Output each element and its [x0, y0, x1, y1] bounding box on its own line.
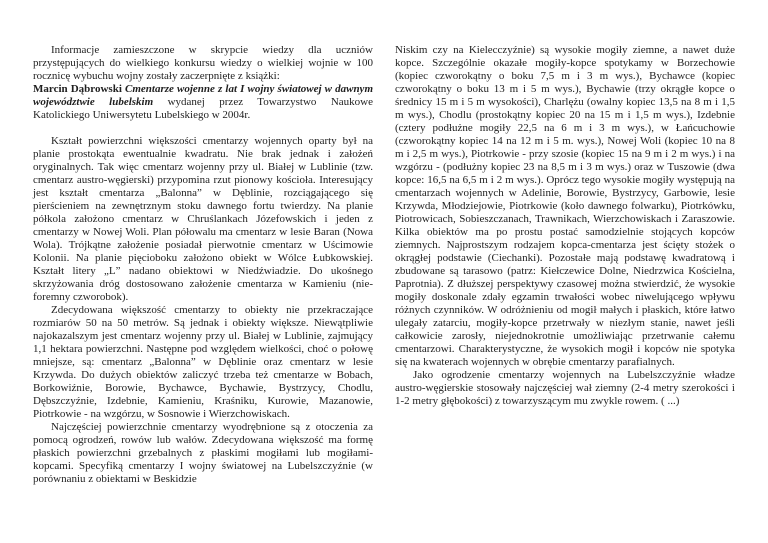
intro-paragraph: Informacje zamieszczone w skrypcie wiedzy dla uczniów przystępujących do wielkiego konkursu wiedzy o wielkiej wojnie w 100 rocznicę wybuchu wojny zostały zaczerpnięte z książki: — [33, 44, 373, 82]
left-column-paragraphs — [33, 135, 373, 486]
book-publisher: wydanej przez Towarzystwo Naukowe Katolickiego Uniwersytetu Lubelskiego w 2004r. — [33, 96, 373, 121]
book-reference-paragraph — [33, 83, 373, 122]
text-columns — [33, 44, 735, 486]
book-title: Cmentarze wojenne z lat I wojny światowej w dawnym województwie lubelskim — [33, 83, 374, 108]
paragraph: Kształt powierzchni większości cmentarzy wojennych oparty był na planie prostokąta ewentualnie kwadratu. Nie brak jednak i założeń oryginalnych. Tak więc cmentarz wojenny przy ul. Białej w Lublinie (tzw. cmentarz austro-węgierski) przypomina rzut pionowy kościoła. Interesujący jest kształt cmentarza „Balonna” w Dęblinie, rozciągającego się pierścieniem na zewnętrznym stoku dawnego fortu twierdzy. Na planie półkola założono cmentarz w Chruślankach Józefowskich i jeden z cmentarzy w Nowej Woli. Plan półowalu ma cmentarz w lesie Baran (Nowa Wola). Trójkątne założenie posiadał pierwotnie cmentarz w Uścimowie Kolonii. Na planie pięcioboku założono obiekt w Wólce Łubkowskiej. Kształt litery „L” nadano obiektowi w Niedźwiadzie. Do ukośnego skrzyżowania dróg dostosowano założenie cmentarza w Kamieniu (nie-foremny czworobok). — [33, 135, 373, 303]
paragraph-gap — [33, 122, 373, 135]
right-column-paragraphs — [395, 44, 735, 408]
paragraph: Najczęściej powierzchnie cmentarzy wyodrębnione są z otoczenia za pomocą ogrodzeń, rowów lub wałów. Zdecydowana większość ma formę płaskich powierzchni grzebalnych z płaskimi mogiłami lub mogiłami-kopcami. Specyfiką cmentarzy I wojny światowej na Lubelszczyźnie (w porównaniu z obiektami w Beskidzie — [33, 421, 373, 485]
paragraph: Jako ogrodzenie cmentarzy wojennych na Lubelszczyźnie władze austro-węgierskie stosowały najczęściej wał ziemny (2-4 metry szerokości i 1-2 metry głębokości) z towarzyszącym mu zwykle rowem. ( ...) — [395, 369, 735, 407]
left-column — [33, 44, 373, 486]
paragraph: Niskim czy na Kielecczyźnie) są wysokie mogiły ziemne, a nawet duże kopce. Szczególnie okazałe mogiły-kopce spotykamy w Borzechowie (kopiec czworokątny o boku 7,5 m i 3 m wys.), Bychawce (kopiec czworokątny o boku 13 m i 5 m wys.), Bychawie (trzy okrągłe kopce o średnicy 15 m i 5 m wysokości), Charlężu (owalny kopiec 13,5 na 8 m i 1,5 m wys.), Chodlu (prostokątny kopiec 20 na 15 m i 1,5 m wys.), Izdebnie (cztery podłużne mogiły 22,5 na 6 m i 3 m wys.), w Łańcuchowie (czworokątny kopiec 14 na 12 m i 5 m. wys.), Nowej Woli (kopiec 10 na 8 m i 2,5 m wys.), Piotrkowie - przy szosie (kopiec 15 na 9 m i 2 m wys.) i na wzgórzu - (podłużny kopiec 23 na 8,5 m i 3 m wys.) oraz w Tuszowie (dwa kopce: 16,5 na 6,5 m i 2 m wys.). Oprócz tego wysokie mogiły występują na cmentarzach wojennych w Adelinie, Borowie, Bystrzycy, Garbowie, lesie Krzywda, Młodziejowie, Piotrkowie (koło dawnego folwarku), Piotrkówku, Piotrowicach, Sobieszczanach, Trawnikach, Wierzchowiskach i Zaraszowie. Kilka obiektów ma po prostu postać samodzielnie stojących kopców ziemnych. Najprostszym rodzajem kopca-cmentarza jest ścięty stożek o okrągłej podstawie (Ciechanki). Pozostałe mają podstawę kwadratową i zbudowane są tarasowo (patrz: Kiełczewice Dolne, Niedrzwica Kościelna, Paprotnia). Z dłuższej perspektywy czasowej można stwierdzić, że wysokie mogiły doskonale zdały egzamin trwałości wobec niwelującego wpływu różnych czynników. W odróżnieniu od mogił małych i płaskich, które łatwo ulegały zatarciu, mogiły-kopce przetrwały w niezłym stanie, nawet jeśli całkowicie zarosły, niejednokrotnie umożliwiając przetrwanie całemu cmentarzowi. Charakterystyczne, że wysokich mogił i kopców nie spotyka się na kwaterach wojennych w obrębie cmentarzy parafialnych. — [395, 44, 735, 368]
right-column — [395, 44, 735, 486]
paragraph: Zdecydowana większość cmentarzy to obiekty nie przekraczające rozmiarów 50 na 50 metrów. Są jednak i obiekty większe. Niewątpliwie najokazalszym jest cmentarz wojenny przy ul. Białej w Lublinie, zajmujący 1,1 hektara powierzchni. Następne pod względem wielkości, choć o połowę mniejsze, są: cmentarz „Balonna” w Dęblinie oraz cmentarz w lesie Krzywda. Do dużych obiektów zaliczyć trzeba też cmentarze w Bobach, Borkowiźnie, Borowie, Bychawce, Bychawie, Bystrzycy, Chodlu, Dębszczyźnie, Izdebnie, Kamieniu, Kraśniku, Kurowie, Mazanowie, Piotrkowie - na wzgórzu, w Sosnowie i Wierzchowiskach. — [33, 304, 373, 420]
book-author: Marcin Dąbrowski — [33, 83, 125, 95]
